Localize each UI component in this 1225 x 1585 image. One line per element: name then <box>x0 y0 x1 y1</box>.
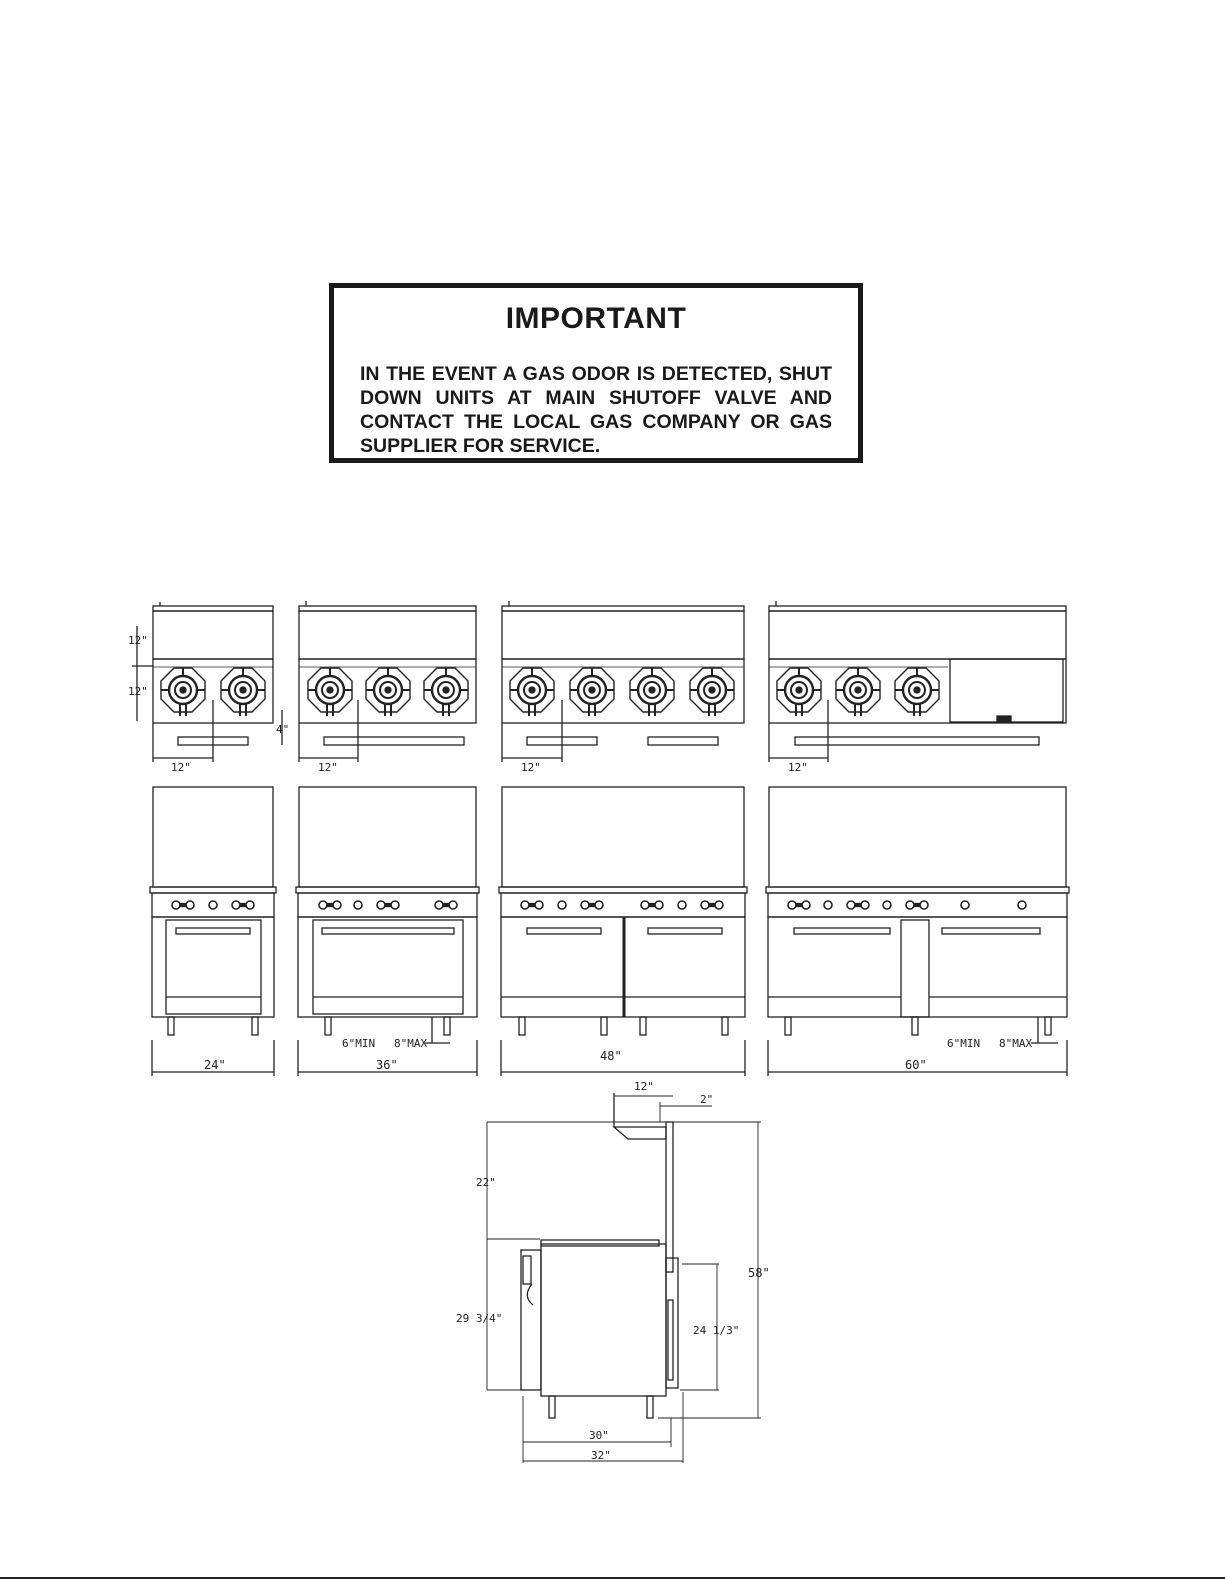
width-label-60: 60" <box>905 1058 927 1072</box>
burner-spacing-label-2: 12" <box>171 761 191 774</box>
leg-max-label-1: 8"MAX <box>394 1037 428 1050</box>
body-height-label: 29 3/4" <box>456 1312 503 1325</box>
burner-spacing-label-4: 12" <box>521 761 541 774</box>
burner-spacing-label-5: 12" <box>788 761 808 774</box>
total-height-label: 58" <box>748 1266 770 1280</box>
backguard-height-label: 22" <box>476 1176 496 1189</box>
width-label-36: 36" <box>376 1058 398 1072</box>
top-view-60 <box>769 601 1066 762</box>
width-label-24: 24" <box>204 1058 226 1072</box>
griddle-plate <box>950 659 1063 722</box>
body-depth-label: 30" <box>589 1429 609 1442</box>
front-view-24 <box>150 787 276 1076</box>
notice-body: IN THE EVENT A GAS ODOR IS DETECTED, SHUT DOWN UNITS AT MAIN SHUTOFF VALVE AND CONTACT THE LOCAL GAS COMPANY OR GAS SUPPLIER FOR SERVICE. <box>360 363 832 457</box>
burner-spacing-label-3: 12" <box>318 761 338 774</box>
overall-depth-label: 32" <box>591 1449 611 1462</box>
top-view-36 <box>299 601 476 762</box>
burner-spacing-label-1: 12" <box>128 634 148 647</box>
shelf-depth-label: 12" <box>634 1080 654 1093</box>
leg-min-label-2: 6"MIN <box>947 1037 981 1050</box>
notice-title: IMPORTANT <box>505 302 687 335</box>
footer-rule <box>0 1577 1225 1579</box>
top-view-24 <box>132 602 282 762</box>
oven-height-label: 24 1/3" <box>693 1324 740 1337</box>
front-gap-label: 4" <box>276 723 290 736</box>
side-view <box>487 1093 761 1463</box>
leg-max-label-2: 8"MAX <box>999 1037 1033 1050</box>
front-view-48 <box>499 787 747 1076</box>
front-view-60 <box>766 787 1069 1076</box>
shelf-offset-label: 2" <box>700 1093 714 1106</box>
burner-depth-label: 12" <box>128 685 148 698</box>
front-view-36 <box>296 787 479 1076</box>
width-label-48: 48" <box>600 1049 622 1063</box>
leg-min-label-1: 6"MIN <box>342 1037 376 1050</box>
top-view-48 <box>502 601 744 762</box>
